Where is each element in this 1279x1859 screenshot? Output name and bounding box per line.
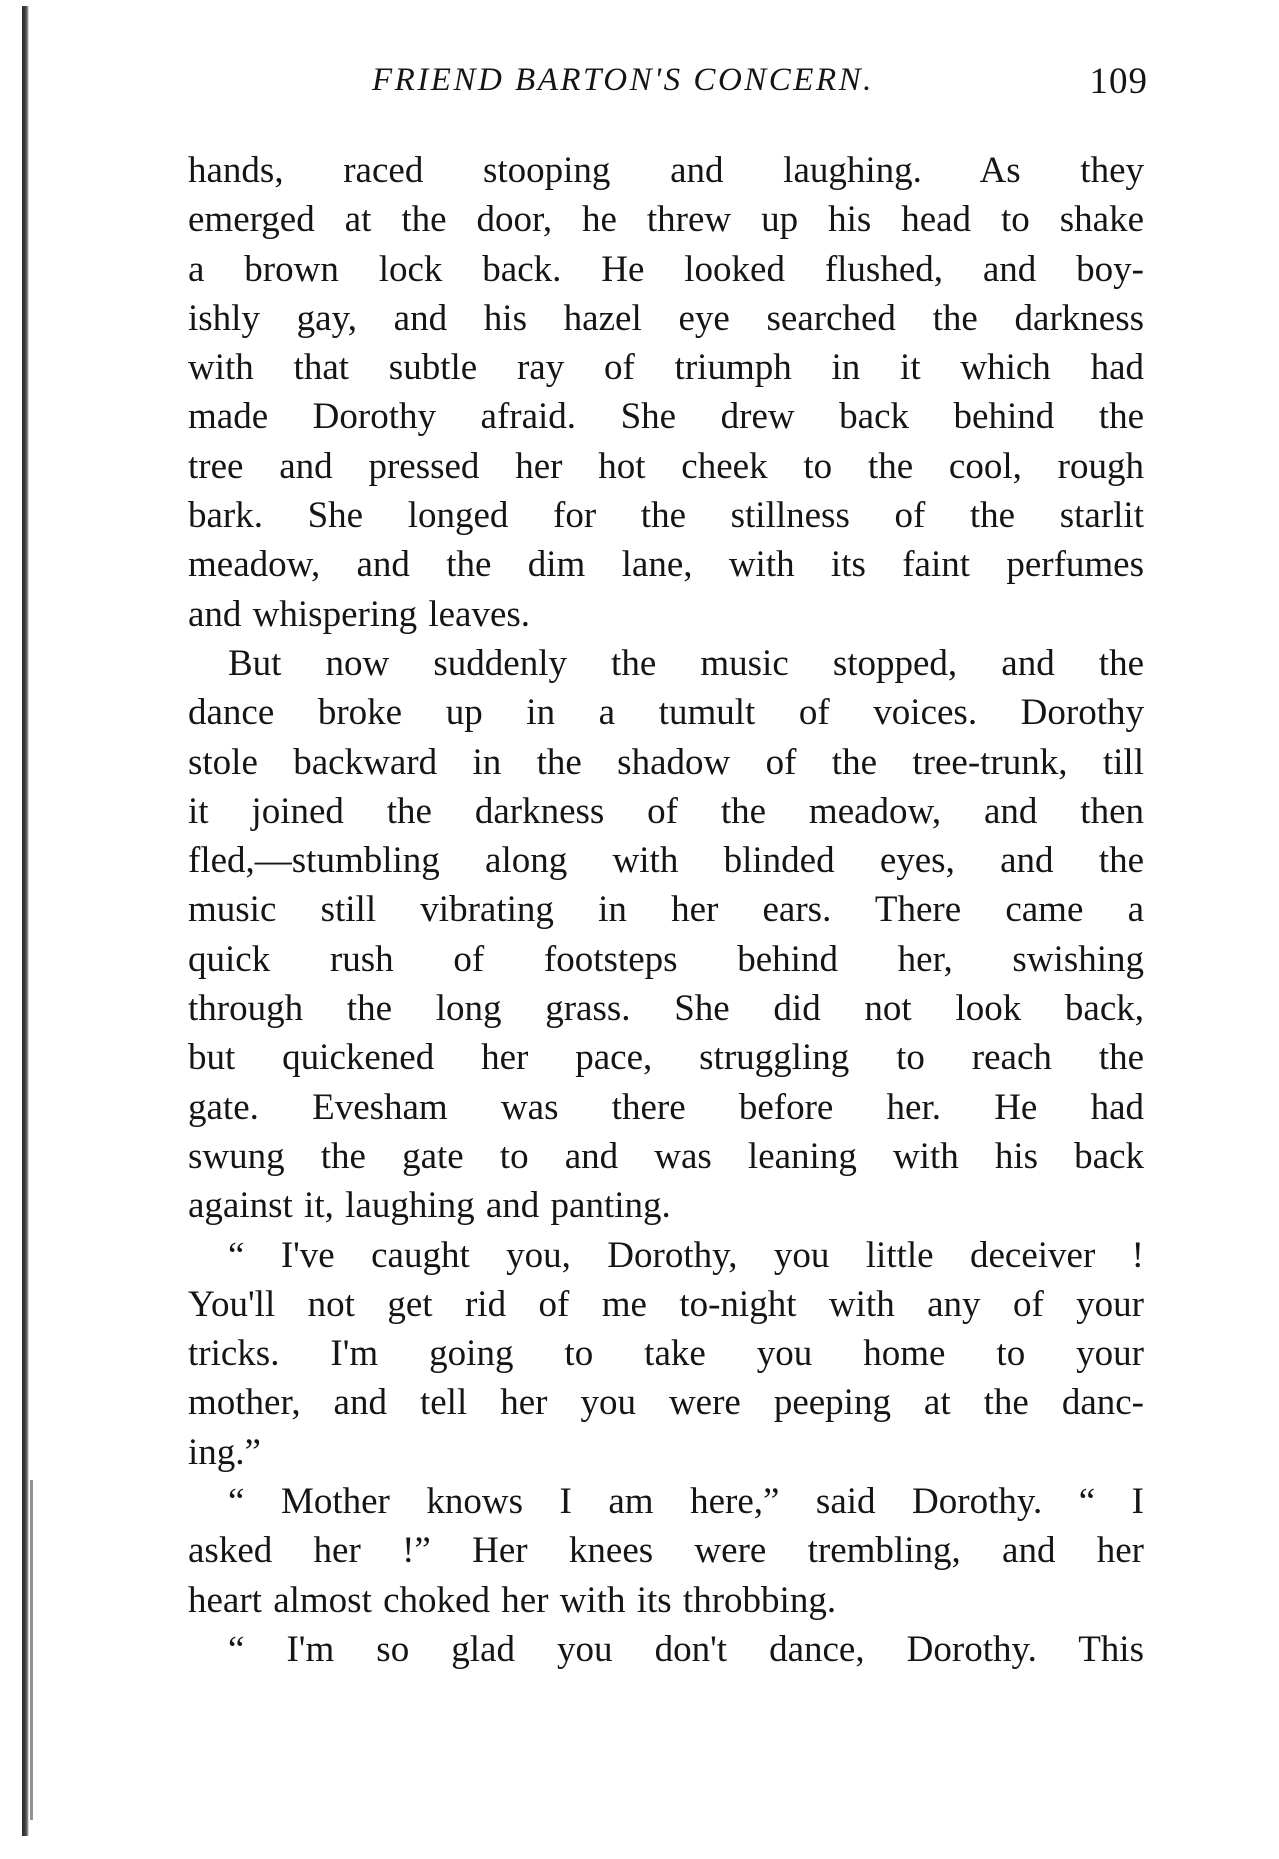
- running-title: FRIEND BARTON'S CONCERN.: [372, 62, 874, 98]
- text-line: bark. She longed for the stillness of the starlit: [188, 495, 1144, 537]
- text-line: made Dorothy afraid. She drew back behind the: [188, 396, 1144, 438]
- text-line: tree and pressed her hot cheek to the cool, rough: [188, 445, 1144, 487]
- text-line: gate. Evesham was there before her. He had: [188, 1086, 1144, 1128]
- text-line: through the long grass. She did not look back,: [188, 988, 1144, 1030]
- text-line: tricks. I'm going to take you home to your: [188, 1333, 1144, 1375]
- binding-shadow: [30, 1480, 33, 1820]
- text-line: hands, raced stooping and laughing. As they: [188, 150, 1144, 191]
- text-line: asked her !” Her knees were trembling, and her: [188, 1530, 1144, 1572]
- text-line: but quickened her pace, struggling to reach the: [188, 1037, 1144, 1079]
- text-line: emerged at the door, he threw up his head to shake: [188, 199, 1144, 241]
- text-line: “ I'm so glad you don't dance, Dorothy. This: [228, 1628, 1144, 1670]
- text-line: fled,—stumbling along with blinded eyes, and the: [188, 840, 1144, 882]
- text-line: quick rush of footsteps behind her, swishing: [188, 938, 1144, 980]
- text-line: “ Mother knows I am here,” said Dorothy. “ I: [228, 1481, 1144, 1523]
- text-line: a brown lock back. He looked flushed, and boy-: [188, 248, 1144, 290]
- text-line: “ I've caught you, Dorothy, you little deceiver !: [228, 1234, 1144, 1276]
- text-line: against it, laughing and panting.: [188, 1185, 671, 1227]
- text-line: music still vibrating in her ears. There came a: [188, 889, 1144, 931]
- text-line: stole backward in the shadow of the tree-trunk, till: [188, 741, 1144, 783]
- binding-edge: [22, 6, 29, 1836]
- text-line: dance broke up in a tumult of voices. Dorothy: [188, 692, 1144, 734]
- text-line: heart almost choked her with its throbbing.: [188, 1579, 837, 1621]
- text-line: ishly gay, and his hazel eye searched the darkness: [188, 297, 1144, 339]
- text-line: with that subtle ray of triumph in it which had: [188, 347, 1144, 389]
- text-line: ing.”: [188, 1431, 261, 1473]
- text-line: mother, and tell her you were peeping at the danc-: [188, 1382, 1144, 1424]
- running-head: [188, 62, 1148, 112]
- text-line: it joined the darkness of the meadow, and then: [188, 790, 1144, 832]
- text-line: You'll not get rid of me to-night with any of your: [188, 1283, 1144, 1325]
- text-line: meadow, and the dim lane, with its faint perfumes: [188, 544, 1144, 586]
- page-number: 109: [1089, 61, 1148, 102]
- body-text: [188, 146, 1144, 1674]
- text-line: swung the gate to and was leaning with his back: [188, 1135, 1144, 1177]
- text-line: and whispering leaves.: [188, 593, 531, 635]
- text-line: But now suddenly the music stopped, and the: [228, 642, 1144, 684]
